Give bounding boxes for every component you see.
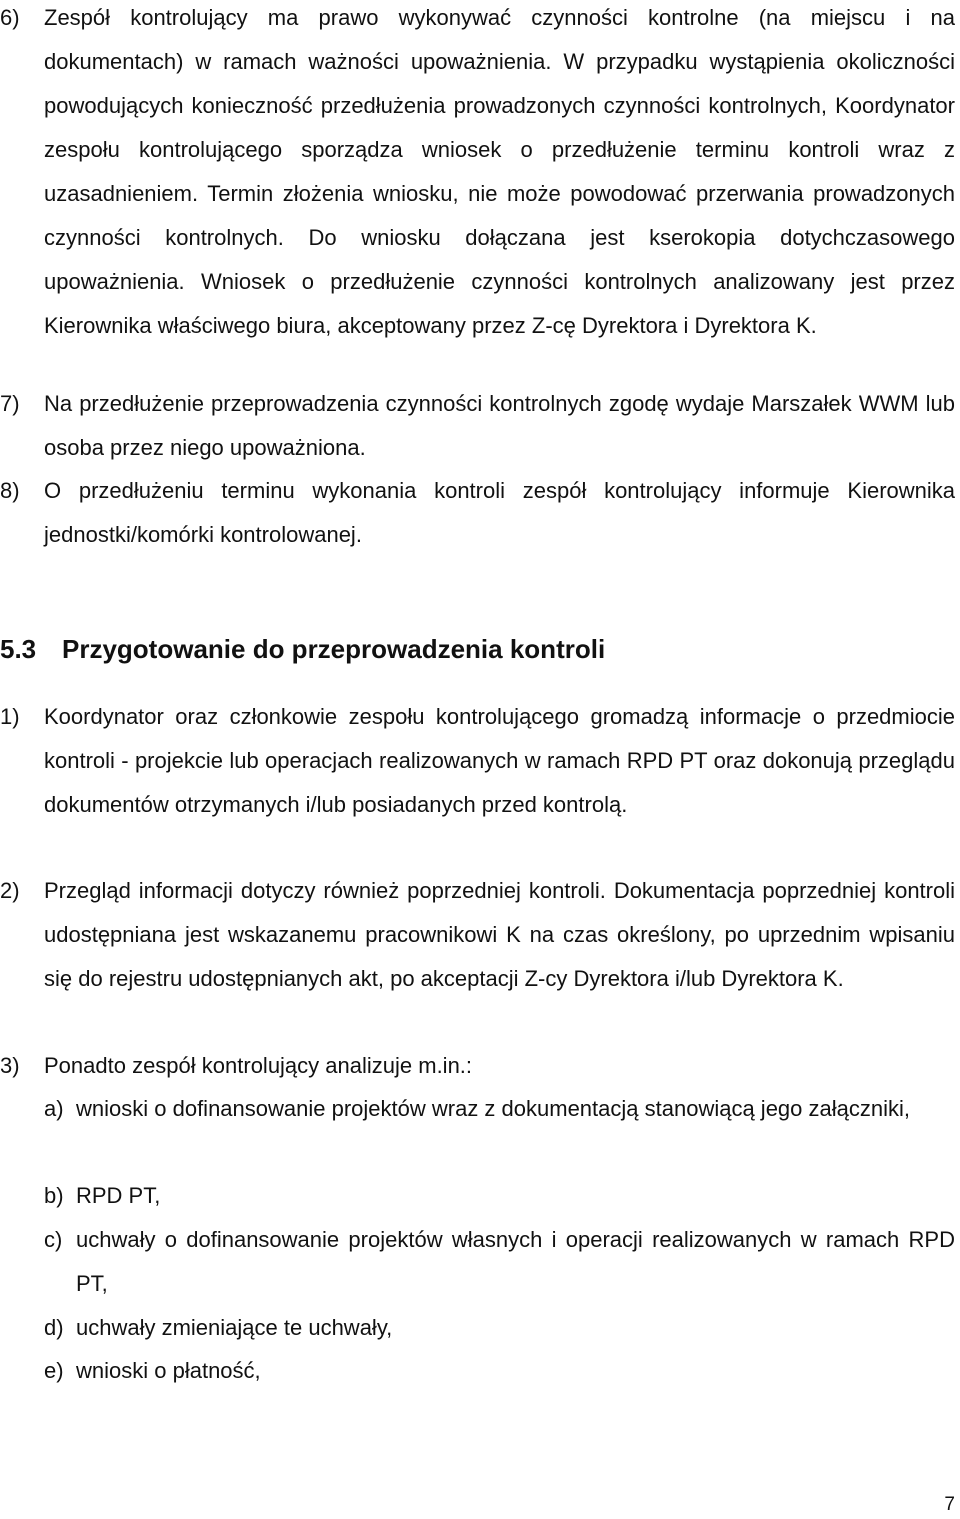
section-number: 5.3	[0, 634, 37, 664]
list-item	[0, 695, 955, 827]
list-item	[0, 469, 955, 557]
page-number: 7	[944, 1494, 955, 1515]
sub-list-item	[44, 1087, 955, 1131]
sub-list-item-letter: d)	[44, 1315, 64, 1340]
list-item-number: 7)	[0, 391, 20, 416]
list-item-number: 1)	[0, 704, 20, 729]
sub-list-item-letter: b)	[44, 1183, 64, 1208]
sub-list-item	[44, 1306, 955, 1350]
list-item-number: 3)	[0, 1053, 20, 1078]
list-item-text: Ponadto zespół kontrolujący analizuje m.in.:	[44, 1053, 473, 1078]
list-item	[0, 382, 955, 470]
list-item	[0, 1044, 955, 1088]
sub-list-item-text: uchwały o dofinansowanie projektów własnych i operacji realizowanych w ramach RPD PT,	[76, 1227, 955, 1296]
sub-list-item-letter: e)	[44, 1358, 64, 1383]
sub-list-item-letter: c)	[44, 1227, 63, 1252]
sub-list-item-text: wnioski o dofinansowanie projektów wraz z dokumentacją stanowiącą jego załączniki,	[76, 1096, 910, 1121]
list-item-text: Przegląd informacji dotyczy również poprzedniej kontroli. Dokumentacja poprzedniej kontroli udostępniana jest wskazanemu pracownikowi K na czas określony, po uprzednim wpisaniu się do rejestru udostępnianych akt, po akceptacji Z-cy Dyrektora i/lub Dyrektora K.	[44, 878, 955, 991]
list-item	[0, 0, 955, 348]
section-heading	[0, 625, 605, 673]
list-item-text: Na przedłużenie przeprowadzenia czynności kontrolnych zgodę wydaje Marszałek WWM lub osoba przez niego upoważniona.	[44, 391, 955, 460]
list-item-number: 6)	[0, 5, 20, 30]
sub-list-item	[44, 1174, 955, 1218]
list-item-text: Zespół kontrolujący ma prawo wykonywać czynności kontrolne (na miejscu i na dokumentach) w ramach ważności upoważnienia. W przypadku wystąpienia okoliczności powodujących konieczność przedłużenia prowadzonych czynności kontrolnych, Koordynator zespołu kontrolującego sporządza wniosek o przedłużenie terminu kontroli wraz z uzasadnieniem. Termin złożenia wniosku, nie może powodować przerwania prowadzonych czynności kontrolnych. Do wniosku dołączana jest kserokopia dotychczasowego upoważnienia. Wniosek o przedłużenie czynności kontrolnych analizowany jest przez Kierownika właściwego biura, akceptowany przez Z-cę Dyrektora i Dyrektora K.	[44, 5, 955, 338]
sub-list-item	[44, 1218, 955, 1306]
sub-list-item-text: uchwały zmieniające te uchwały,	[76, 1315, 393, 1340]
sub-list-item	[44, 1349, 955, 1393]
list-item-text: O przedłużeniu terminu wykonania kontroli zespół kontrolujący informuje Kierownika jednostki/komórki kontrolowanej.	[44, 478, 955, 547]
sub-list-item-letter: a)	[44, 1096, 64, 1121]
section-title: Przygotowanie do przeprowadzenia kontroli	[62, 634, 606, 664]
sub-list-item-text: RPD PT,	[76, 1183, 161, 1208]
sub-list-item-text: wnioski o płatność,	[76, 1358, 261, 1383]
list-item-text: Koordynator oraz członkowie zespołu kontrolującego gromadzą informacje o przedmiocie kontroli - projekcie lub operacjach realizowanych w ramach RPD PT oraz dokonują przeglądu dokumentów otrzymanych i/lub posiadanych przed kontrolą.	[44, 704, 955, 817]
list-item-number: 8)	[0, 478, 20, 503]
list-item-number: 2)	[0, 878, 20, 903]
list-item	[0, 869, 955, 1001]
